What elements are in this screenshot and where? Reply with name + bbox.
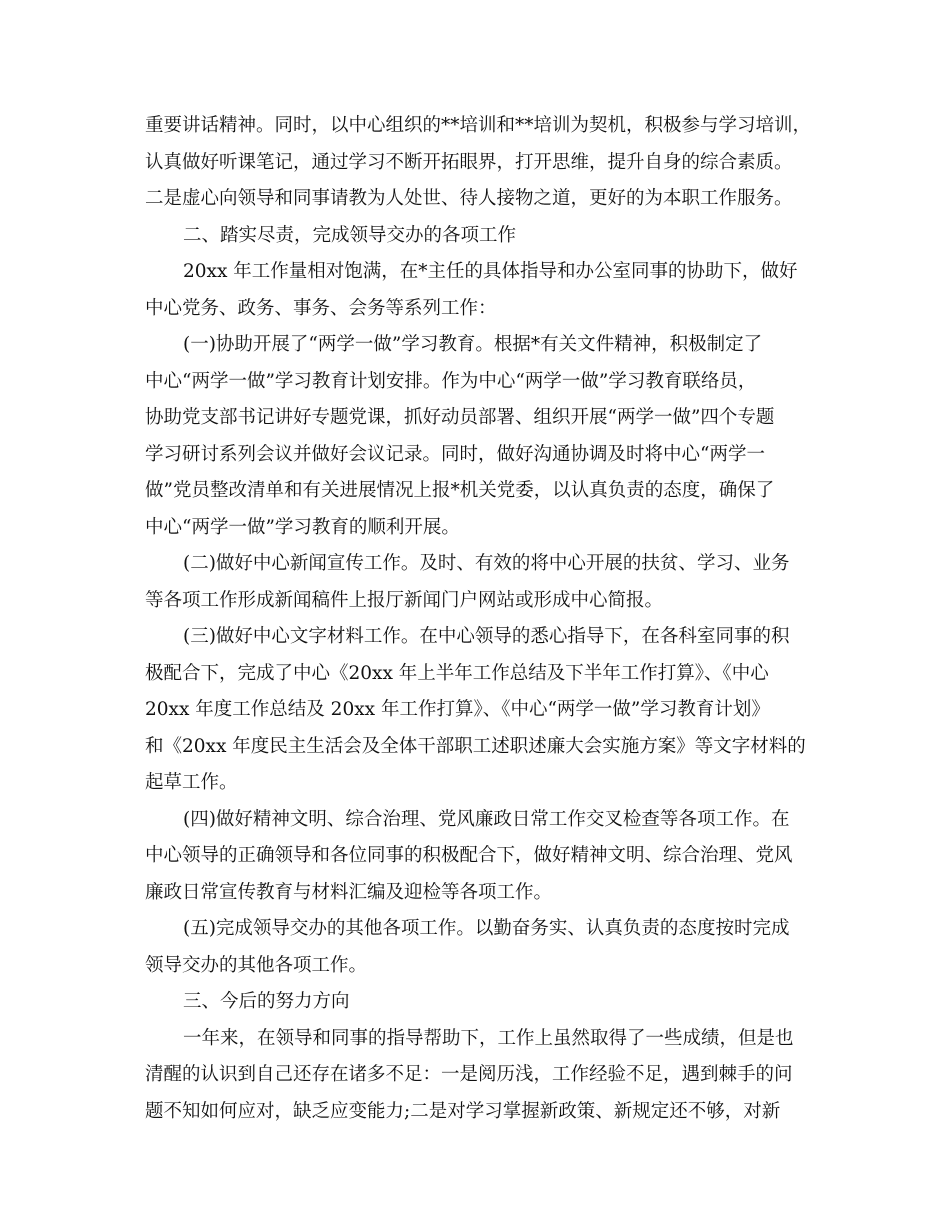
text-line: 一年来，在领导和同事的指导帮助下，工作上虽然取得了一些成绩，但是也 (183, 1027, 794, 1049)
text-line: 20xx 年工作量相对饱满，在*主任的具体指导和办公室同事的协助下，做好 (183, 261, 798, 282)
text-line: 20xx 年度工作总结及 20xx 年工作打算》、《中心“两学一做”学习教育计划》 (145, 699, 770, 720)
text-line: 等各项工作形成新闻稿件上报厅新闻门户网站或形成中心简报。 (145, 589, 664, 611)
document-body (145, 108, 812, 1130)
text-line: 中心领导的正确领导和各位同事的积极配合下，做好精神文明、综合治理、党风 (145, 845, 793, 866)
text-line: 二、踏实尽责，完成领导交办的各项工作 (183, 224, 517, 246)
text-line: 和《20xx 年度民主生活会及全体干部职工述职述廉大会实施方案》等文字材料的 (145, 735, 806, 757)
text-line: (一)协助开展了“两学一做”学习教育。根据*有关文件精神，积极制定了 (183, 334, 763, 355)
text-line: 题不知如何应对，缺乏应变能力;二是对学习掌握新政策、新规定还不够，对新 (145, 1100, 781, 1122)
text-line: 三、今后的努力方向 (183, 991, 350, 1012)
text-line: (五)完成领导交办的其他各项工作。以勤奋务实、认真负责的态度按时完成 (183, 918, 790, 939)
text-line: 协助党支部书记讲好专题党课，抓好动员部署、组织开展“两学一做”四个专题 (145, 407, 775, 428)
text-line: 二是虚心向领导和同事请教为人处世、待人接物之道，更好的为本职工作服务。 (145, 188, 793, 209)
text-line: 中心“两学一做”学习教育的顺利开展。 (145, 516, 460, 538)
text-line: 中心党务、政务、事务、会务等系列工作： (145, 297, 497, 319)
text-line: 领导交办的其他各项工作。 (145, 954, 368, 976)
text-line: 做”党员整改清单和有关进展情况上报*机关党委，以认真负责的态度，确保了 (145, 480, 775, 501)
text-line: (三)做好中心文字材料工作。在中心领导的悉心指导下，在各科室同事的积 (183, 626, 790, 647)
text-line: (二)做好中心新闻宣传工作。及时、有效的将中心开展的扶贫、学习、业务 (183, 553, 790, 574)
text-line: 起草工作。 (145, 772, 238, 793)
text-line: 中心“两学一做”学习教育计划安排。作为中心“两学一做”学习教育联络员， (145, 370, 757, 392)
text-line: 重要讲话精神。同时，以中心组织的**培训和**培训为契机，积极参与学习培训， (145, 115, 812, 136)
text-line: 极配合下，完成了中心《20xx 年上半年工作总结及下半年工作打算》、《中心 (145, 662, 769, 684)
text-line: 廉政日常宣传教育与材料汇编及迎检等各项工作。 (145, 881, 553, 903)
text-line: 认真做好听课笔记，通过学习不断开拓眼界，打开思维，提升自身的综合素质。 (145, 151, 793, 173)
text-line: 清醒的认识到自己还存在诸多不足：一是阅历浅，工作经验不足，遇到棘手的问 (145, 1064, 793, 1085)
text-line: 学习研讨系列会议并做好会议记录。同时，做好沟通协调及时将中心“两学一 (145, 443, 765, 465)
text-line: (四)做好精神文明、综合治理、党风廉政日常工作交叉检查等各项工作。在 (183, 808, 790, 830)
